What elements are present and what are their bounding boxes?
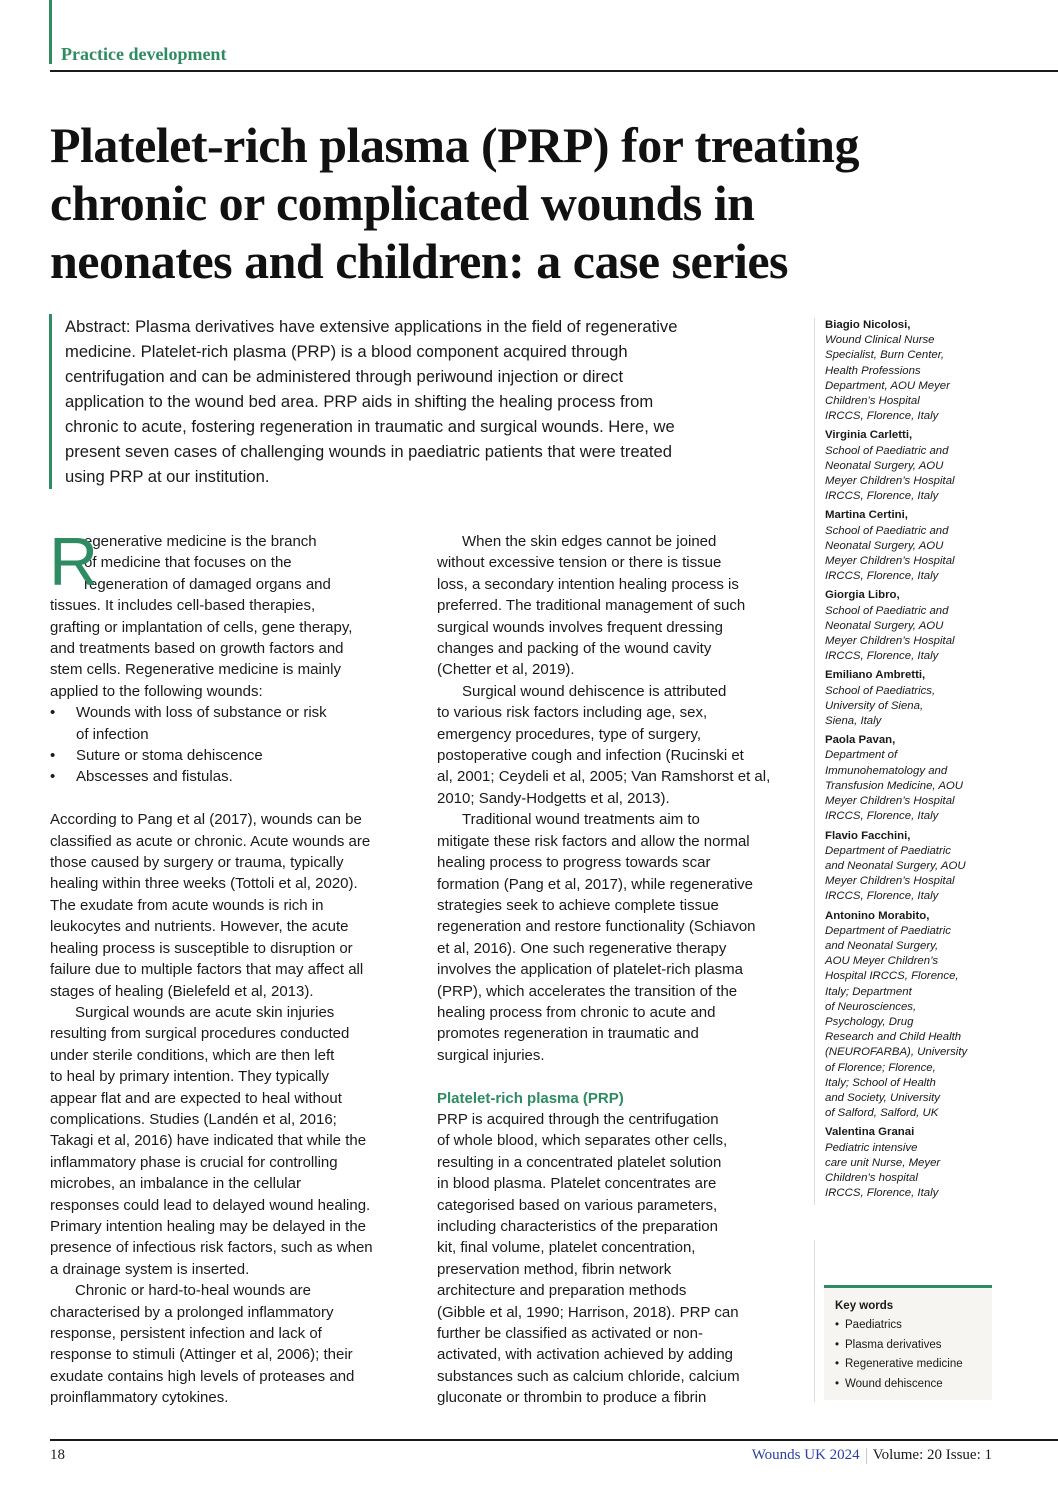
author-affiliation: Health Professions: [825, 364, 921, 377]
keywords-title: Key words: [835, 1300, 894, 1312]
text-line: 2010; Sandy-Hodgetts et al, 2013).: [437, 789, 670, 807]
text-line: healing process from chronic to acute and: [437, 1003, 716, 1021]
text-line: applied to the following wounds:: [50, 682, 263, 700]
text-line: Surgical wounds are acute skin injuries: [75, 1003, 335, 1021]
author-affiliation: Immunohematology and: [825, 764, 948, 777]
paragraph: [50, 1002, 412, 1280]
author-affiliation: care unit Nurse, Meyer: [825, 1156, 941, 1169]
author-affiliation: IRCCS, Florence, Italy: [825, 810, 939, 823]
keyword-item: • Paediatrics: [835, 1316, 992, 1336]
keywords-box: [824, 1285, 992, 1400]
text-line: proinflammatory cytokines.: [50, 1389, 229, 1407]
text-line: categorised based on various parameters,: [437, 1196, 718, 1214]
author-entry: [825, 733, 1004, 824]
author-affiliation: IRCCS, Florence, Italy: [825, 650, 939, 663]
text-line: preservation method, fibrin network: [437, 1260, 672, 1278]
title-line: neonates and children: a case series: [50, 233, 788, 289]
author-entry: [825, 318, 1004, 424]
text-line: mitigate these risk factors and allow the normal: [437, 832, 750, 850]
author-affiliation: IRCCS, Florence, Italy: [825, 1187, 939, 1200]
text-line: healing process is susceptible to disruption or: [50, 939, 353, 957]
text-line: activated, with activation achieved by adding: [437, 1346, 734, 1364]
text-line: regeneration and restore functionality (Schiavon: [437, 918, 756, 936]
author-affiliation: Meyer Children’s Hospital: [825, 555, 955, 568]
footer-journal-info: [752, 1447, 992, 1464]
author-affiliation: (NEUROFARBA), University: [825, 1046, 968, 1059]
text-line: Traditional wound treatments aim to: [462, 811, 700, 829]
text-line: grafting or implantation of cells, gene therapy,: [50, 618, 353, 636]
abstract-line: present seven cases of challenging wounds in paediatric patients that were treated: [65, 442, 672, 461]
author-affiliation: of Salford, Salford, UK: [825, 1107, 939, 1120]
text-line: regeneration of damaged organs and: [84, 575, 331, 593]
paragraph: [437, 531, 802, 681]
author-name: Martina Certini,: [825, 509, 908, 522]
author-affiliation: Meyer Children’s Hospital: [825, 475, 955, 488]
abstract-line: chronic to acute, fostering regeneration in traumatic and surgical wounds. Here, we: [65, 417, 675, 436]
author-affiliation: Children’s Hospital: [825, 395, 920, 408]
keyword-item: • Plasma derivatives: [835, 1336, 992, 1356]
author-affiliation: Department, AOU Meyer: [825, 379, 950, 392]
article-title: [50, 116, 980, 290]
author-affiliation: Neonatal Surgery, AOU: [825, 619, 944, 632]
text-line: complications. Studies (Landén et al, 2016;: [50, 1110, 337, 1128]
text-line: response to stimuli (Attinger et al, 2006); their: [50, 1346, 353, 1364]
text-line: failure due to multiple factors that may affect all: [50, 961, 364, 979]
author-affiliation: Research and Child Health: [825, 1031, 962, 1044]
section-accent-bar: [49, 0, 52, 64]
text-line: (Chetter et al, 2019).: [437, 661, 575, 679]
bullet-text: Wounds with loss of substance or risk: [76, 704, 327, 722]
text-line: gluconate or thrombin to produce a fibrin: [437, 1389, 707, 1407]
author-entry: [825, 428, 1004, 504]
author-name: Valentina Granai: [825, 1126, 915, 1139]
author-affiliation: Meyer Children’s Hospital: [825, 875, 955, 888]
author-affiliation: Department of Paediatric: [825, 924, 951, 937]
text-line: changes and packing of the wound cavity: [437, 640, 712, 658]
text-line: postoperative cough and infection (Rucinski et: [437, 747, 744, 765]
text-line: characterised by a prolonged inflammatory: [50, 1303, 334, 1321]
author-affiliation: Department of: [825, 749, 898, 762]
text-line: classified as acute or chronic. Acute wounds are: [50, 832, 371, 850]
text-line: substances such as calcium chloride, calcium: [437, 1367, 740, 1385]
author-affiliation: AOU Meyer Children’s: [825, 955, 939, 968]
author-affiliation: Hospital IRCCS, Florence,: [825, 970, 959, 983]
author-affiliation: Children’s hospital: [825, 1171, 918, 1184]
text-line: kit, final volume, platelet concentration,: [437, 1239, 696, 1257]
text-line: strategies seek to achieve complete tissue: [437, 896, 719, 914]
body-column-left: [49, 524, 412, 1409]
text-line: et al, 2016). One such regenerative therapy: [437, 939, 727, 957]
text-line: response, persistent infection and lack of: [50, 1325, 322, 1343]
text-line: According to Pang et al (2017), wounds can be: [50, 811, 362, 829]
author-affiliation: and Neonatal Surgery,: [825, 939, 939, 952]
text-line: architecture and preparation methods: [437, 1282, 687, 1300]
author-affiliation: School of Paediatric and: [825, 444, 949, 457]
author-affiliation: Department of Paediatric: [825, 844, 951, 857]
text-line: stages of healing (Bielefeld et al, 2013).: [50, 982, 314, 1000]
text-line: Surgical wound dehiscence is attributed: [462, 682, 727, 700]
page-number: 18: [50, 1447, 65, 1463]
text-line: to heal by primary intention. They typically: [50, 1068, 330, 1086]
drop-cap: R: [49, 524, 99, 600]
author-entry: [825, 1125, 1004, 1201]
author-affiliation: Wound Clinical Nurse: [825, 334, 935, 347]
text-line: exudate contains high levels of proteases and: [50, 1367, 355, 1385]
abstract-line: centrifugation and can be administered through periwound injection or direct: [65, 367, 624, 386]
text-line: without excessive tension or there is tissue: [437, 554, 722, 572]
author-affiliation: Pediatric intensive: [825, 1141, 918, 1154]
paragraph: [437, 1109, 802, 1409]
text-line: under sterile conditions, which are then left: [50, 1046, 335, 1064]
abstract-line: using PRP at our institution.: [65, 467, 270, 486]
author-affiliation: and Neonatal Surgery, AOU: [825, 859, 966, 872]
text-line: including characteristics of the preparation: [437, 1217, 718, 1235]
abstract-line: medicine. Platelet-rich plasma (PRP) is a blood component acquired through: [65, 342, 628, 361]
volume-issue: Volume: 20 Issue: 1: [872, 1447, 992, 1463]
author-affiliation: and Society, University: [825, 1091, 941, 1104]
author-affiliation: Specialist, Burn Center,: [825, 349, 945, 362]
title-line: chronic or complicated wounds in: [50, 175, 755, 231]
text-line: Takagi et al, 2016) have indicated that while the: [50, 1132, 367, 1150]
header-divider: [50, 70, 1058, 72]
keyword-item: • Wound dehiscence: [835, 1375, 992, 1395]
text-line: those caused by surgery or trauma, typically: [50, 854, 344, 872]
author-affiliation: University of Siena,: [825, 699, 924, 712]
author-affiliation: Neonatal Surgery, AOU: [825, 459, 944, 472]
author-entry: [825, 909, 1004, 1122]
text-line: al, 2001; Ceydeli et al, 2005; Van Ramshorst et al,: [437, 768, 771, 786]
text-line: PRP is acquired through the centrifugation: [437, 1110, 719, 1128]
text-line: in blood plasma. Platelet concentrates are: [437, 1175, 717, 1193]
text-line: emergency procedures, type of surgery,: [437, 725, 702, 743]
text-line: Primary intention healing may be delayed in the: [50, 1217, 367, 1235]
paragraph: [437, 681, 802, 809]
text-line: microbes, an imbalance in the cellular: [50, 1175, 301, 1193]
bullet-icon: •: [50, 768, 56, 786]
text-line: involves the application of platelet-rich plasma: [437, 961, 743, 979]
text-line: (PRP), which accelerates the transition of the: [437, 982, 738, 1000]
text-line: appear flat and are expected to heal without: [50, 1089, 342, 1107]
text-line: responses could lead to delayed wound healing.: [50, 1196, 371, 1214]
author-name: Emiliano Ambretti,: [825, 669, 926, 682]
author-affiliation: of Florence; Florence,: [825, 1061, 936, 1074]
text-line: loss, a secondary intention healing process is: [437, 575, 739, 593]
author-name: Biagio Nicolosi,: [825, 319, 911, 331]
bullet-icon: •: [50, 747, 56, 765]
text-line: formation (Pang et al, 2017), while regenerative: [437, 875, 754, 893]
text-line: When the skin edges cannot be joined: [462, 533, 717, 550]
author-affiliation: IRCCS, Florence, Italy: [825, 410, 939, 423]
bullet-list: [50, 702, 412, 788]
text-line: healing process to progress towards scar: [437, 854, 711, 872]
abstract-line: application to the wound bed area. PRP aids in shifting the healing process from: [65, 392, 654, 411]
author-affiliation: Meyer Children’s Hospital: [825, 795, 955, 808]
author-affiliation: Neonatal Surgery, AOU: [825, 539, 944, 552]
keyword-item: • Regenerative medicine: [835, 1355, 992, 1375]
author-name: Flavio Facchini,: [825, 829, 911, 842]
text-line: egenerative medicine is the branch: [84, 533, 317, 550]
paragraph: [50, 809, 412, 1002]
text-line: The exudate from acute wounds is rich in: [50, 896, 324, 914]
author-entry: [825, 829, 1004, 905]
abstract-line: Abstract: Plasma derivatives have extensive applications in the field of regenerative: [65, 317, 678, 336]
author-affiliation: of Neurosciences,: [825, 1000, 917, 1013]
author-affiliation: School of Paediatrics,: [825, 684, 936, 697]
author-list: [814, 318, 1004, 1205]
text-line: resulting from surgical procedures conducted: [50, 1025, 350, 1043]
bullet-icon: •: [50, 704, 56, 722]
footer-separator: [866, 1448, 867, 1464]
author-affiliation: Meyer Children’s Hospital: [825, 635, 955, 648]
title-line: Platelet-rich plasma (PRP) for treating: [50, 117, 859, 173]
bullet-item: [50, 702, 412, 723]
author-name: Antonino Morabito,: [825, 909, 930, 922]
author-affiliation: IRCCS, Florence, Italy: [825, 490, 939, 503]
bullet-text: of infection: [76, 725, 149, 743]
author-entry: [825, 588, 1004, 664]
text-line: Chronic or hard-to-heal wounds are: [75, 1282, 311, 1300]
author-name: Paola Pavan,: [825, 734, 896, 747]
text-line: to various risk factors including age, sex,: [437, 704, 708, 722]
author-name: Giorgia Libro,: [825, 589, 900, 602]
text-line: a drainage system is inserted.: [50, 1260, 250, 1278]
text-line: (Gibble et al, 1990; Harrison, 2018). PRP can: [437, 1303, 739, 1321]
intro-paragraph: [49, 524, 412, 702]
author-affiliation: IRCCS, Florence, Italy: [825, 890, 939, 903]
paragraph-gap: [437, 1066, 802, 1087]
author-affiliation: School of Paediatric and: [825, 604, 949, 617]
author-affiliation: IRCCS, Florence, Italy: [825, 570, 939, 583]
author-affiliation: Transfusion Medicine, AOU: [825, 779, 964, 792]
author-affiliation: Italy; Department: [825, 985, 912, 998]
text-line: further be classified as activated or non-: [437, 1325, 703, 1343]
text-line: surgical injuries.: [437, 1046, 545, 1064]
text-line: of whole blood, which separates other cells,: [437, 1132, 728, 1150]
paragraph: [50, 1280, 412, 1408]
text-line: healing within three weeks (Tottoli et al, 2020).: [50, 875, 358, 893]
author-affiliation: School of Paediatric and: [825, 524, 949, 537]
paragraph-gap: [50, 788, 412, 809]
text-line: resulting in a concentrated platelet solution: [437, 1153, 722, 1171]
text-line: surgical wounds involves frequent dressing: [437, 618, 723, 636]
bullet-item: [50, 745, 412, 766]
author-name: Virginia Carletti,: [825, 429, 913, 442]
text-line: leukocytes and nutrients. However, the acute: [50, 918, 349, 936]
text-line: promotes regeneration in traumatic and: [437, 1025, 699, 1043]
author-entry: [825, 668, 1004, 729]
author-affiliation: Psychology, Drug: [825, 1015, 914, 1028]
text-line: tissues. It includes cell-based therapies,: [50, 597, 316, 615]
bullet-item: [50, 766, 412, 787]
footer-divider: [50, 1439, 1058, 1441]
paragraph: [437, 809, 802, 1066]
body-column-middle: [437, 531, 802, 1409]
author-affiliation: Siena, Italy: [825, 715, 882, 728]
text-line: inflammatory phase is crucial for controlling: [50, 1153, 338, 1171]
section-subheading: Platelet-rich plasma (PRP): [437, 1089, 624, 1107]
text-line: presence of infectious risk factors, such as when: [50, 1239, 373, 1257]
section-label: Practice development: [61, 44, 227, 64]
text-line: stem cells. Regenerative medicine is mainly: [50, 661, 341, 679]
sidebar-divider: [814, 1240, 815, 1402]
author-entry: [825, 508, 1004, 584]
bullet-text: Suture or stoma dehiscence: [76, 747, 263, 765]
text-line: and treatments based on growth factors and: [50, 640, 344, 658]
text-line: preferred. The traditional management of such: [437, 597, 746, 615]
text-line: of medicine that focuses on the: [84, 554, 292, 572]
bullet-text: Abscesses and fistulas.: [76, 768, 233, 786]
journal-name: Wounds UK 2024: [751, 1447, 860, 1463]
author-affiliation: Italy; School of Health: [825, 1076, 936, 1089]
abstract: [49, 314, 801, 489]
